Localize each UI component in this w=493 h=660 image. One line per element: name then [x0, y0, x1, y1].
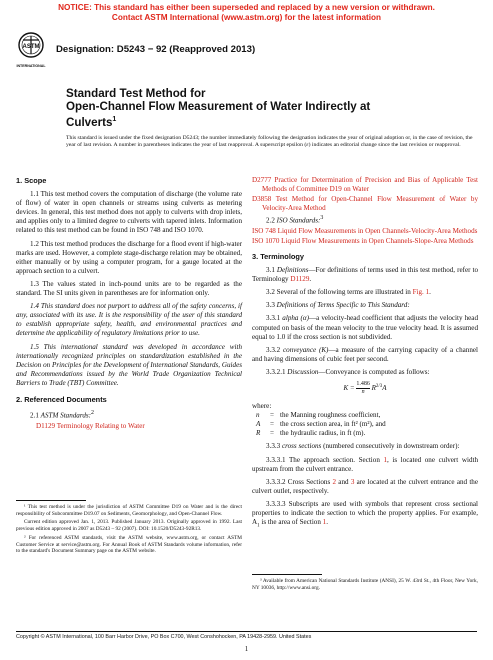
logo-text: ASTM	[22, 44, 40, 50]
para-2-1-footnote-ref[interactable]: 2	[91, 410, 94, 417]
para-3-3-3-3-mid: is the area of Section	[259, 518, 323, 527]
para-3-3-3-2-text: 3.3.3.2 Cross Sections	[266, 477, 333, 486]
issuance-note: This standard is issued under the fixed designation D5243; the number immediately following the designation indicates the year of original adoption or, in the case of revision, the year of last revision. A number in parentheses indicates the year of last reapproval. A superscript epsilon (ε) indicates an editorial change since the last revision or reapproval.	[66, 135, 473, 149]
withdrawal-notice	[0, 3, 493, 23]
para-3-3-3-2-and: and	[336, 477, 351, 486]
copyright-footer: Copyright © ASTM International, 100 Barr Harbor Drive, PO Box C700, West Conshohocken, PA 19428-2959. United States	[16, 631, 477, 640]
para-3-3-2-1-text: —Conveyance is computed as follows:	[318, 367, 430, 376]
para-3-3-text: Definitions of Terms Specific to This Standard:	[276, 301, 410, 310]
title-line-3-text: Culverts	[66, 115, 113, 129]
para-3-3-3-3	[252, 500, 478, 531]
ref-d1129-link[interactable]: D1129	[36, 421, 56, 430]
where-a	[256, 420, 478, 429]
para-2-1-num: 2.1	[30, 411, 41, 420]
section-3-link[interactable]: 3	[350, 477, 355, 486]
para-3-3-2-text: —a measure of the carrying capacity of a channel and having dimensions of cubic feet per second.	[252, 345, 478, 363]
footnote-rule-right	[252, 574, 322, 575]
para-3-2-end: .	[429, 288, 431, 297]
para-3-3-2-1	[252, 368, 478, 377]
para-3-3-3-1-text: 3.3.3.1 The approach section. Section	[266, 455, 384, 464]
designation: Designation: D5243 − 92 (Reapproved 2013)	[56, 44, 256, 55]
ref-d2777	[252, 176, 478, 194]
para-3-3-1	[252, 314, 478, 341]
para-1-4: 1.4 This standard does not purport to address all of the safety concerns, if any, associated with its use. It is the responsibility of the user of this standard to establish appropriate safety, health, and environmental practices and determine the applicability of regulatory limitations prior to use.	[16, 302, 242, 338]
title-line-3	[66, 113, 370, 129]
para-3-3-2-num: 3.3.2	[266, 345, 284, 354]
para-2-1	[16, 409, 242, 420]
where-a-text: the cross section area, in ft² (m²), and	[280, 420, 386, 429]
section-scope-heading: 1. Scope	[16, 176, 47, 185]
section-1-link-2[interactable]: 1	[322, 518, 327, 527]
para-3-1-link[interactable]: D1129	[290, 275, 310, 284]
para-3-2-text: 3.2 Several of the following terms are illustrated in	[266, 288, 413, 297]
footnote-3: ³ Available from American National Standards Institute (ANSI), 25 W. 43rd St., 4th Floor, New York, NY 10036, http://www.ansi.org.	[252, 578, 478, 591]
where-n	[256, 411, 478, 420]
para-1-5: 1.5 This international standard was developed in accordance with internationally recognized principles on standardization established in the Decision on Principles for the Development of International Standards, Guides and Recommendations issued by the World Trade Organization Technical Barriers to Trade (TBT) Committee.	[16, 342, 242, 387]
para-3-3-3	[252, 442, 478, 451]
ref-iso-748	[252, 227, 478, 236]
para-3-3-3-3-text: 3.3.3.3 Subscripts are used with symbols that represent cross sectional properties to indicate the section to which the property applies. For example, A	[252, 499, 478, 527]
fig-1-link[interactable]: Fig. 1	[412, 288, 430, 297]
ref-iso-748-link[interactable]: ISO 748	[252, 226, 276, 235]
para-3-1-text: —For definitions of terms used in this test method, refer to Terminology	[252, 266, 478, 284]
ref-d3858-link[interactable]: D3858	[252, 195, 272, 204]
document-title	[66, 87, 370, 129]
para-3-3-num: 3.3	[266, 301, 277, 310]
formula-denominator: n	[361, 389, 365, 396]
para-3-3-3-2	[252, 478, 478, 496]
title-footnote-ref[interactable]: 1	[112, 116, 117, 123]
para-1-3: 1.3 The values stated in inch-pound units are to be regarded as the standard. The SI units given in parentheses are for information only.	[16, 279, 242, 298]
right-footnotes	[252, 568, 478, 593]
where-a-symbol: A	[256, 420, 261, 429]
logo-subtext: INTERNATIONAL	[16, 64, 46, 68]
para-3-3-1-text: —a velocity-head coefficient that adjusts the velocity head computed on basis of the mean velocity to the true velocity head. It is assumed equal to 1.0 if the cross section is not subdivided.	[252, 314, 478, 341]
ref-iso-1070	[252, 237, 478, 246]
para-3-1-term: Definitions	[276, 266, 309, 275]
formula-lhs: K =	[343, 384, 357, 393]
title-line-2: Open-Channel Flow Measurement of Water Indirectly at	[66, 100, 371, 113]
where-a-eq: =	[270, 420, 275, 429]
para-3-3-3-3-end: .	[326, 518, 328, 527]
where-r-symbol: R	[256, 429, 261, 438]
para-3-3-2-term: conveyance (K)	[283, 345, 329, 354]
ref-d1129-title[interactable]: Terminology Relating to Water	[55, 421, 145, 430]
para-3-1	[252, 266, 478, 284]
para-3-2	[252, 288, 478, 297]
section-references-heading: 2. Referenced Documents	[16, 394, 107, 404]
where-r-eq: =	[270, 429, 275, 438]
ref-iso-1070-title[interactable]: Liquid Flow Measurements in Open Channels-Slope-Area Methods	[279, 236, 474, 245]
footnote-1b: Current edition approved Jan. 1, 2013. Published January 2013. Originally approved in 1992. Last previous edition approved in 2007 as D5243 – 92 (2007). DOI: 10.1520/D5243-92R13.	[16, 519, 242, 533]
conveyance-formula	[252, 381, 478, 396]
para-3-3-3-1-end: , is located one culvert width upstream from the culvert entrance.	[252, 455, 479, 473]
footnote-2: ² For referenced ASTM standards, visit the ASTM website, www.astm.org, or contact ASTM Customer Service at service@astm.org. For Annual Book of ASTM Standards volume information, refer to the standard's Document Summary page on the ASTM website.	[16, 534, 242, 555]
ref-d2777-title[interactable]: Practice for Determination of Precision and Bias of Applicable Test Methods of Committee D19 on Water	[262, 176, 478, 194]
para-3-3-3-term: cross sections	[281, 442, 322, 451]
para-3-1-num: 3.1	[266, 266, 277, 275]
where-n-eq: =	[270, 411, 275, 420]
formula-fraction	[356, 381, 370, 396]
para-2-2-footnote-ref[interactable]: 3	[320, 215, 324, 222]
ref-d3858-title[interactable]: Test Method for Open-Channel Flow Measurement of Water by Velocity-Area Method	[262, 195, 478, 213]
para-3-3-3-2-end: are located at the culvert entrance and the culvert outlet, respectively.	[252, 477, 478, 495]
para-3-1-end: .	[309, 275, 312, 284]
para-3-3-3-num: 3.3.3	[266, 442, 282, 451]
formula-numerator: 1.486	[356, 381, 370, 388]
para-2-2-label: ISO Standards:	[276, 216, 321, 225]
where-label: where:	[252, 402, 272, 411]
para-3-3-2-1-num: 3.3.2.1	[266, 367, 288, 376]
right-column	[252, 176, 479, 591]
para-3-3-2-1-term: Discussion	[287, 367, 319, 376]
para-3-3-3-3-sub: 1	[257, 523, 260, 529]
footnote-rule	[16, 500, 86, 501]
para-2-1-label: ASTM Standards:	[40, 411, 92, 420]
para-2-2	[252, 214, 478, 225]
where-n-symbol: n	[256, 411, 260, 420]
where-n-text: the Manning roughness coefficient,	[280, 411, 381, 420]
notice-line-2: Contact ASTM International (www.astm.org) for the latest information	[111, 13, 382, 22]
para-3-3	[252, 301, 478, 310]
para-3-3-3-text: (numbered consecutively in downstream order):	[321, 442, 460, 451]
where-r-text: the hydraulic radius, in ft (m).	[280, 429, 366, 438]
page-number: 1	[244, 645, 249, 653]
ref-d1129	[16, 422, 242, 431]
footnote-1: ¹ This test method is under the jurisdiction of ASTM Committee D19 on Water and is the direct responsibility of Subcommittee D19.07 on Sediments, Geomorphology, and Open-Channel Flow.	[16, 504, 242, 517]
left-column	[16, 176, 242, 555]
left-footnotes	[16, 494, 242, 557]
notice-line-1: NOTICE: This standard has either been superseded and replaced by a new version or withdrawn.	[58, 3, 435, 12]
ref-d2777-link[interactable]: D2777	[252, 176, 272, 184]
formula-a: A	[382, 384, 387, 393]
para-3-3-1-term: alpha (α)	[282, 314, 310, 323]
formula-exponent: 2/3	[375, 383, 383, 389]
astm-logo-icon	[16, 32, 46, 74]
para-3-3-3-1	[252, 456, 478, 474]
para-3-3-2	[252, 346, 478, 364]
para-1-2: 1.2 This test method produces the discharge for a flood event if high-water marks are used. However, a complete stage-discharge relation may be obtained, either manually or by using a computer program, for a gauge located at the approach section to a culvert.	[16, 239, 242, 275]
section-1-link[interactable]: 1	[383, 455, 388, 464]
ref-iso-748-title[interactable]: Liquid Flow Measurements in Open Channels-Velocity-Area Methods	[275, 226, 478, 235]
para-2-2-num: 2.2	[266, 216, 277, 225]
section-2-link[interactable]: 2	[332, 477, 337, 486]
where-r	[256, 429, 478, 438]
formula-r: R	[371, 384, 376, 393]
ref-iso-1070-link[interactable]: ISO 1070	[252, 236, 280, 245]
section-terminology-heading: 3. Terminology	[252, 252, 305, 262]
para-1-1: 1.1 This test method covers the computation of discharge (the volume rate of flow) of water in open channels or streams using culverts as metering devices. In general, this test method does not apply to culverts with drop inlets, and applies only to a limited degree to culverts with tapered inlets. Information related to this test method can be found in ISO 748 and ISO 1070.	[16, 190, 242, 235]
para-3-3-1-num: 3.3.1	[266, 314, 283, 323]
ref-d3858	[252, 195, 478, 213]
title-line-1: Standard Test Method for	[66, 87, 206, 100]
